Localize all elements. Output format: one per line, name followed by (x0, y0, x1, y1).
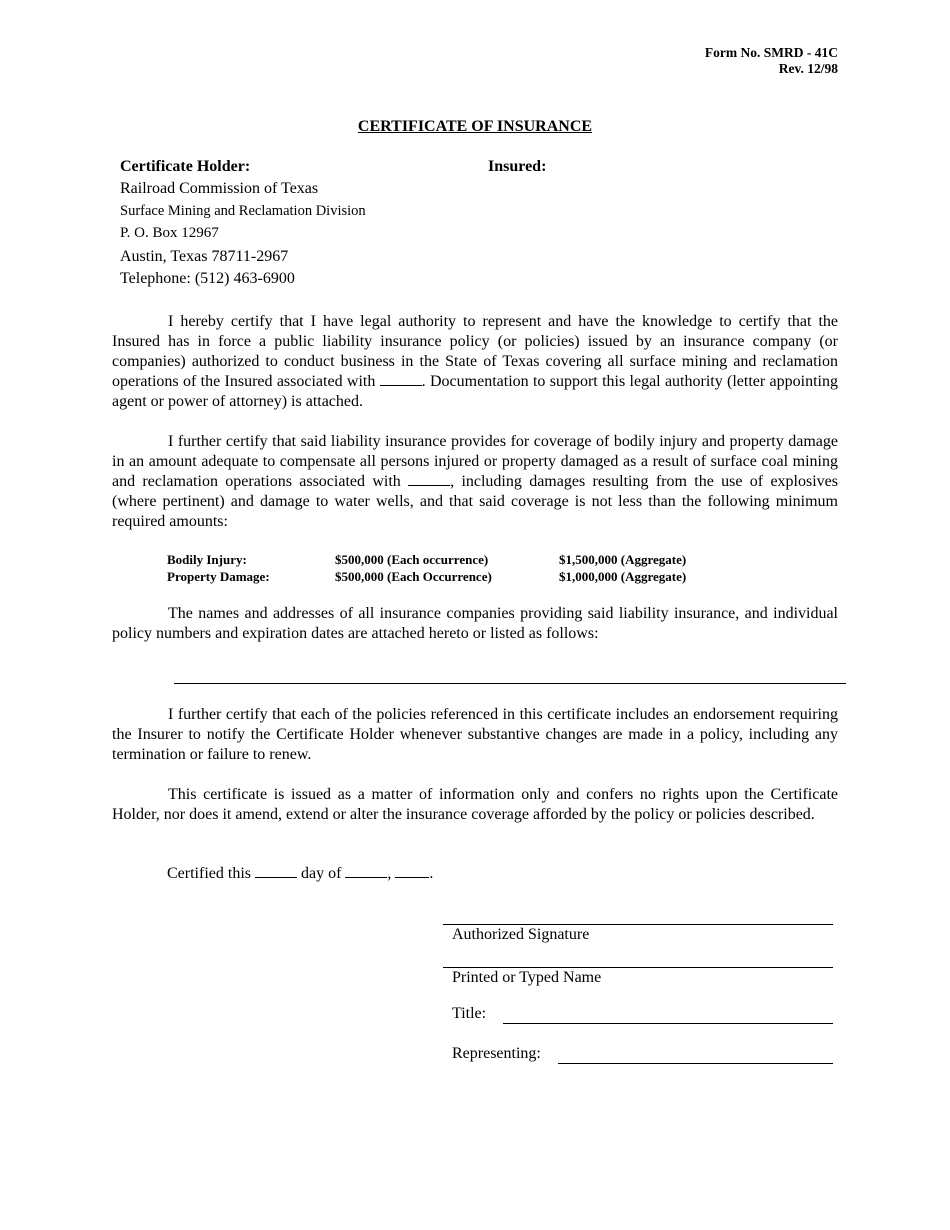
certified-year-blank[interactable] (395, 865, 429, 878)
holder-division: Surface Mining and Reclamation Division (120, 203, 366, 219)
title-label: Title: (452, 1005, 487, 1022)
paragraph-endorsement (112, 705, 838, 765)
operations-associated-blank[interactable] (408, 473, 450, 486)
title-field-line[interactable] (503, 1023, 833, 1024)
amount-occurrence: $500,000 (Each Occurrence) (335, 569, 492, 584)
holder-telephone: Telephone: (512) 463-6900 (120, 270, 295, 287)
p2-text-b: , including damages resulting from the use of explosives (where pertinent) and damage to water wells, and that said coverage is not less than the following minimum required amounts: (112, 473, 838, 530)
p1-text-a: I hereby certify that I have legal authority to represent and have the knowledge to certify that the Insured has in force a public liability insurance policy (or policies) issued by an insurance company (or companies) authorized to conduct business in the State of Texas covering all surface mining and reclamation operations of the Insured associated with (112, 313, 838, 390)
form-no-text: Form No. SMRD - 41C (704, 45, 838, 60)
p1-text-b: . Documentation to support this legal authority (letter appointing agent or power of attorney) is attached. (112, 373, 838, 410)
amount-type: Bodily Injury: (167, 552, 247, 567)
table-row (167, 551, 686, 568)
certified-day-of: day of (300, 865, 342, 882)
certified-day-blank[interactable] (255, 865, 297, 878)
paragraph-coverage (112, 432, 838, 532)
p5-text: This certificate is issued as a matter of information only and confers no rights upon the Certificate Holder, nor does it amend, extend or alter the insurance coverage afforded by the policy or policies described. (112, 786, 838, 823)
p3-text: The names and addresses of all insurance companies providing said liability insurance, and individual policy numbers and expiration dates are attached hereto or listed as follows: (112, 605, 838, 642)
amount-aggregate: $1,000,000 (Aggregate) (559, 569, 687, 584)
paragraph-legal-authority (112, 312, 838, 412)
associated-with-blank[interactable] (380, 373, 422, 386)
page-title: CERTIFICATE OF INSURANCE (357, 118, 593, 135)
certified-month-blank[interactable] (345, 865, 387, 878)
form-rev-text: Rev. 12/98 (778, 61, 838, 76)
printed-name-label: Printed or Typed Name (452, 969, 602, 986)
holder-name: Railroad Commission of Texas (120, 180, 319, 197)
certified-period: . (429, 865, 434, 882)
insurance-companies-listing-line[interactable] (174, 683, 846, 684)
paragraph-information-only (112, 785, 838, 825)
certified-date-line (167, 865, 433, 883)
representing-field-line[interactable] (558, 1063, 833, 1064)
insured-label: Insured: (488, 158, 547, 175)
p2-text-a: I further certify that said liability insurance provides for coverage of bodily injury and property damage in an amount adequate to compensate all persons injured or property damaged as a result of surface coal mining and reclamation operations associated with (112, 433, 838, 490)
authorized-signature-label: Authorized Signature (452, 926, 590, 943)
authorized-signature-line[interactable] (443, 924, 833, 925)
form-number (705, 45, 838, 77)
amount-type: Property Damage: (167, 569, 270, 584)
table-row (167, 568, 686, 585)
p4-text: I further certify that each of the policies referenced in this certificate includes an endorsement requiring the Insurer to notify the Certificate Holder whenever substantive changes are made in a policy, including any termination or failure to renew. (112, 706, 838, 763)
holder-city: Austin, Texas 78711-2967 (120, 248, 289, 265)
certified-comma: , (387, 865, 392, 882)
paragraph-insurance-companies (112, 604, 838, 644)
representing-label: Representing: (452, 1045, 541, 1062)
amount-aggregate: $1,500,000 (Aggregate) (559, 552, 687, 567)
holder-po-box: P. O. Box 12967 (120, 225, 219, 241)
printed-name-line[interactable] (443, 967, 833, 968)
minimum-amounts-table (167, 551, 686, 585)
amount-occurrence: $500,000 (Each occurrence) (335, 552, 489, 567)
certified-prefix: Certified this (167, 865, 251, 882)
certificate-holder-label: Certificate Holder: (120, 158, 251, 175)
